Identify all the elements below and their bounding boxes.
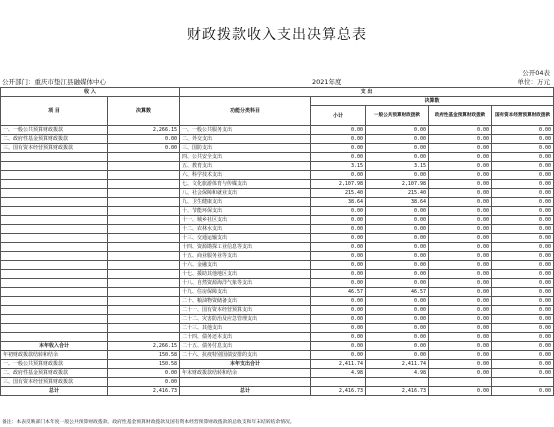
income-item-cell <box>1 243 108 252</box>
income-item-cell <box>1 288 108 297</box>
income-item-cell: 总计 <box>1 387 108 396</box>
subtotal-cell: 0.00 <box>311 153 366 162</box>
expense-item-cell: 总计 <box>180 387 311 396</box>
table-row <box>1 297 554 306</box>
state-capital-cell: 0.00 <box>492 171 554 180</box>
gov-fund-cell: 0.00 <box>429 171 492 180</box>
subtotal-cell: 2,416.73 <box>311 387 366 396</box>
table-row <box>1 180 554 189</box>
table-row <box>1 270 554 279</box>
general-budget-cell: 0.00 <box>366 234 429 243</box>
gov-fund-cell <box>429 378 492 387</box>
table-row <box>1 189 554 198</box>
subtotal-cell: 0.00 <box>311 207 366 216</box>
expense-item-cell: 二十三、其他支出 <box>180 324 311 333</box>
general-budget-cell: 215.40 <box>366 189 429 198</box>
income-amount-cell <box>108 333 180 342</box>
expense-item-cell: 六、科学技术支出 <box>180 171 311 180</box>
table-row <box>1 153 554 162</box>
gov-fund-cell: 0.00 <box>429 387 492 396</box>
general-budget-cell: 0.00 <box>366 126 429 135</box>
income-item-cell <box>1 261 108 270</box>
subtotal-cell: 0.00 <box>311 225 366 234</box>
general-budget-cell: 38.64 <box>366 198 429 207</box>
income-amount-cell <box>108 252 180 261</box>
project-header: 项 目 <box>1 97 108 126</box>
gov-fund-cell: 0.00 <box>429 198 492 207</box>
subtotal-cell: 0.00 <box>311 234 366 243</box>
table-row <box>1 288 554 297</box>
general-budget-cell: 2,416.73 <box>366 387 429 396</box>
table-row <box>1 207 554 216</box>
state-capital-cell: 0.00 <box>492 189 554 198</box>
table-row <box>1 315 554 324</box>
subtotal-cell: 0.00 <box>311 243 366 252</box>
form-number: 公开04表 <box>522 69 550 77</box>
subtotal-cell: 0.00 <box>311 252 366 261</box>
state-capital-cell: 0.00 <box>492 387 554 396</box>
expense-item-cell: 二十五、债务付息支出 <box>180 342 311 351</box>
state-capital-cell: 0.00 <box>492 297 554 306</box>
subtotal-cell: 0.00 <box>311 126 366 135</box>
income-amount-cell <box>108 198 180 207</box>
subtotal-cell: 0.00 <box>311 333 366 342</box>
subtotal-cell: 2,107.98 <box>311 180 366 189</box>
table-row <box>1 252 554 261</box>
gov-fund-cell: 0.00 <box>429 288 492 297</box>
income-amount-cell <box>108 306 180 315</box>
income-amount-cell <box>108 207 180 216</box>
expense-item-cell: 二、外交支出 <box>180 135 311 144</box>
state-capital-cell: 0.00 <box>492 162 554 171</box>
department-label: 公开部门：重庆市垫江县融媒体中心 <box>2 78 106 86</box>
gov-fund-cell: 0.00 <box>429 279 492 288</box>
state-capital-cell: 0.00 <box>492 324 554 333</box>
income-amount-cell: 0.00 <box>108 135 180 144</box>
general-budget-cell: 2,411.74 <box>366 360 429 369</box>
expense-item-cell: 十六、金融支出 <box>180 261 311 270</box>
income-item-cell <box>1 315 108 324</box>
table-row <box>1 351 554 360</box>
gov-fund-cell: 0.00 <box>429 369 492 378</box>
income-item-cell <box>1 297 108 306</box>
income-amount-cell <box>108 243 180 252</box>
general-budget-cell: 0.00 <box>366 297 429 306</box>
state-capital-cell: 0.00 <box>492 315 554 324</box>
state-capital-cell: 0.00 <box>492 270 554 279</box>
gov-fund-cell: 0.00 <box>429 351 492 360</box>
subtotal-cell: 0.00 <box>311 342 366 351</box>
gov-fund-cell: 0.00 <box>429 225 492 234</box>
income-item-cell: 二、政府性基金预算财政拨款 <box>1 369 108 378</box>
state-capital-cell: 0.00 <box>492 333 554 342</box>
general-budget-cell: 0.00 <box>366 333 429 342</box>
table-row <box>1 342 554 351</box>
expense-item-cell <box>180 378 311 387</box>
general-budget-cell: 3.15 <box>366 162 429 171</box>
income-amount-cell <box>108 189 180 198</box>
expense-item-cell: 三、国防支出 <box>180 144 311 153</box>
income-amount-cell <box>108 180 180 189</box>
table-row <box>1 261 554 270</box>
income-item-cell: 三、国有资本经营预算财政拨款 <box>1 144 108 153</box>
unit-label: 单位：万元 <box>517 78 550 86</box>
subtotal-cell: 46.57 <box>311 288 366 297</box>
expense-item-cell: 九、卫生健康支出 <box>180 198 311 207</box>
budget-header: 决算数 <box>108 97 180 126</box>
income-amount-cell <box>108 270 180 279</box>
general-budget-cell: 0.00 <box>366 171 429 180</box>
income-item-cell <box>1 189 108 198</box>
state-capital-cell: 0.00 <box>492 198 554 207</box>
state-capital-cell: 0.00 <box>492 135 554 144</box>
expense-item-cell: 十、节能环保支出 <box>180 207 311 216</box>
income-item-cell <box>1 279 108 288</box>
income-item-cell: 二、政府性基金预算财政拨款 <box>1 135 108 144</box>
table-row <box>1 306 554 315</box>
general-budget-cell: 0.00 <box>366 144 429 153</box>
general-budget-cell: 0.00 <box>366 243 429 252</box>
income-item-cell: 年初财政拨款结转和结余 <box>1 351 108 360</box>
general-budget-cell: 0.00 <box>366 351 429 360</box>
expense-item-cell: 二十、粮油物资储备支出 <box>180 297 311 306</box>
income-amount-cell <box>108 279 180 288</box>
table-row <box>1 198 554 207</box>
gov-fund-cell: 0.00 <box>429 306 492 315</box>
income-amount-cell <box>108 234 180 243</box>
gov-fund-cell: 0.00 <box>429 261 492 270</box>
table-row <box>1 279 554 288</box>
gov-fund-cell: 0.00 <box>429 135 492 144</box>
income-amount-cell: 2,266.15 <box>108 126 180 135</box>
general-budget-cell: 0.00 <box>366 207 429 216</box>
income-item-cell <box>1 324 108 333</box>
gov-fund-cell: 0.00 <box>429 243 492 252</box>
income-item-cell <box>1 180 108 189</box>
income-item-cell: 一、一般公共预算财政拨款 <box>1 126 108 135</box>
income-amount-cell: 2,266.15 <box>108 342 180 351</box>
state-capital-cell: 0.00 <box>492 261 554 270</box>
subtotal-cell: 3.15 <box>311 162 366 171</box>
income-item-cell <box>1 153 108 162</box>
gov-fund-cell: 0.00 <box>429 216 492 225</box>
income-item-cell <box>1 216 108 225</box>
state-capital-cell: 0.00 <box>492 243 554 252</box>
table-row <box>1 387 554 396</box>
subtotal-cell <box>311 378 366 387</box>
subtotal-cell: 0.00 <box>311 144 366 153</box>
report-title: 财政拨款收入支出决算总表 <box>187 27 367 43</box>
expense-item-cell: 十七、援助其他地区支出 <box>180 270 311 279</box>
general-budget-cell: 0.00 <box>366 216 429 225</box>
income-amount-cell: 0.00 <box>108 144 180 153</box>
general-budget-cell: 0.00 <box>366 306 429 315</box>
gov-fund-cell: 0.00 <box>429 207 492 216</box>
income-amount-cell: 0.00 <box>108 378 180 387</box>
table-row <box>1 234 554 243</box>
subtotal-cell: 0.00 <box>311 171 366 180</box>
subtotal-cell: 0.00 <box>311 279 366 288</box>
table-row <box>1 216 554 225</box>
general-budget-cell: 0.00 <box>366 270 429 279</box>
income-amount-cell <box>108 162 180 171</box>
state-capital-cell: 0.00 <box>492 369 554 378</box>
state-capital-cell: 0.00 <box>492 216 554 225</box>
expense-item-cell: 二十四、债务还本支出 <box>180 333 311 342</box>
fiscal-year: 2021年度 <box>312 78 342 86</box>
general-budget-cell: 0.00 <box>366 252 429 261</box>
gov-fund-cell: 0.00 <box>429 270 492 279</box>
income-amount-cell <box>108 288 180 297</box>
table-row <box>1 135 554 144</box>
fiscal-appropriation-table <box>0 87 554 396</box>
state-capital-cell: 0.00 <box>492 225 554 234</box>
subtotal-cell: 0.00 <box>311 261 366 270</box>
table-row <box>1 171 554 180</box>
state-capital-cell: 0.00 <box>492 279 554 288</box>
table-row <box>1 225 554 234</box>
general-budget-cell: 0.00 <box>366 315 429 324</box>
subtotal-cell: 0.00 <box>311 216 366 225</box>
state-capital-cell: 0.00 <box>492 306 554 315</box>
expense-item-cell: 五、教育支出 <box>180 162 311 171</box>
subtotal-cell: 0.00 <box>311 324 366 333</box>
state-capital-cell: 0.00 <box>492 126 554 135</box>
subtotal-cell: 215.40 <box>311 189 366 198</box>
subtotal-cell: 0.00 <box>311 351 366 360</box>
income-amount-cell: 0.00 <box>108 369 180 378</box>
general-budget-cell <box>366 378 429 387</box>
income-amount-cell: 150.58 <box>108 351 180 360</box>
general-budget-cell: 46.57 <box>366 288 429 297</box>
gov-fund-cell: 0.00 <box>429 360 492 369</box>
expense-item-cell: 八、社会保障和就业支出 <box>180 189 311 198</box>
state-capital-cell: 0.00 <box>492 180 554 189</box>
income-item-cell <box>1 234 108 243</box>
income-item-cell: 本年收入合计 <box>1 342 108 351</box>
general-budget-cell: 4.98 <box>366 369 429 378</box>
general-budget-cell: 0.00 <box>366 261 429 270</box>
state-capital-header: 国有资本经营预算财政拨款 <box>492 106 554 126</box>
expense-item-cell: 二十一、国有资本经营预算支出 <box>180 306 311 315</box>
gov-fund-cell: 0.00 <box>429 234 492 243</box>
expense-item-cell: 十一、城乡社区支出 <box>180 216 311 225</box>
gov-fund-cell: 0.00 <box>429 342 492 351</box>
general-budget-cell: 0.00 <box>366 153 429 162</box>
income-amount-cell: 150.58 <box>108 360 180 369</box>
gov-fund-cell: 0.00 <box>429 252 492 261</box>
subtotal-header: 小计 <box>311 106 366 126</box>
state-capital-cell: 0.00 <box>492 342 554 351</box>
gov-fund-cell: 0.00 <box>429 144 492 153</box>
general-budget-cell: 0.00 <box>366 324 429 333</box>
expense-item-cell: 年末财政拨款结转和结余 <box>180 369 311 378</box>
expense-item-cell: 十八、自然资源海洋气象等支出 <box>180 279 311 288</box>
gov-fund-cell: 0.00 <box>429 162 492 171</box>
income-item-cell <box>1 225 108 234</box>
table-row <box>1 369 554 378</box>
income-item-cell <box>1 171 108 180</box>
income-amount-cell <box>108 315 180 324</box>
table-row <box>1 126 554 135</box>
gov-fund-cell: 0.00 <box>429 189 492 198</box>
state-capital-cell: 0.00 <box>492 153 554 162</box>
income-item-cell <box>1 207 108 216</box>
table-row <box>1 378 554 387</box>
income-amount-cell: 2,416.73 <box>108 387 180 396</box>
table-row <box>1 333 554 342</box>
income-amount-cell <box>108 153 180 162</box>
general-budget-cell: 0.00 <box>366 225 429 234</box>
table-row <box>1 360 554 369</box>
general-budget-cell: 0.00 <box>366 279 429 288</box>
income-item-cell <box>1 198 108 207</box>
subtotal-cell: 2,411.74 <box>311 360 366 369</box>
subtotal-cell: 0.00 <box>311 306 366 315</box>
table-row <box>1 144 554 153</box>
income-amount-cell <box>108 171 180 180</box>
subtotal-cell: 0.00 <box>311 315 366 324</box>
gov-fund-cell: 0.00 <box>429 297 492 306</box>
general-budget-cell: 2,107.98 <box>366 180 429 189</box>
income-amount-cell <box>108 216 180 225</box>
general-budget-cell: 0.00 <box>366 135 429 144</box>
table-row <box>1 324 554 333</box>
gov-fund-cell: 0.00 <box>429 153 492 162</box>
gov-fund-cell: 0.00 <box>429 324 492 333</box>
state-capital-cell: 0.00 <box>492 234 554 243</box>
state-capital-cell: 0.00 <box>492 351 554 360</box>
income-amount-cell <box>108 297 180 306</box>
state-capital-cell: 0.00 <box>492 360 554 369</box>
income-item-cell <box>1 270 108 279</box>
subtotal-cell: 0.00 <box>311 297 366 306</box>
gov-fund-cell: 0.00 <box>429 180 492 189</box>
state-capital-cell: 0.00 <box>492 144 554 153</box>
income-item-cell: 三、国有资本经营预算财政拨款 <box>1 378 108 387</box>
expense-item-cell: 十五、商业服务业等支出 <box>180 252 311 261</box>
gov-fund-cell: 0.00 <box>429 333 492 342</box>
subtotal-cell: 4.98 <box>311 369 366 378</box>
expense-item-cell: 二十二、灾害防治及应急管理支出 <box>180 315 311 324</box>
expense-item-cell: 十九、住房保障支出 <box>180 288 311 297</box>
subtotal-cell: 0.00 <box>311 135 366 144</box>
subtotal-cell: 38.64 <box>311 198 366 207</box>
expense-item-cell: 本年支出合计 <box>180 360 311 369</box>
expense-item-cell: 十二、农林水支出 <box>180 225 311 234</box>
income-amount-cell <box>108 261 180 270</box>
general-budget-header: 一般公共预算财政拨款 <box>366 106 429 126</box>
gov-fund-cell: 0.00 <box>429 315 492 324</box>
footnote: 备注：本表反映部门本年度一般公共预算财政拨款、政府性基金预算财政拨款及国有资本经营预算财政拨款的总收支和年末结转结余情况。 <box>2 420 295 425</box>
income-item-cell <box>1 333 108 342</box>
income-amount-cell <box>108 225 180 234</box>
expense-item-cell: 二十六、抗疫特别国债安排的支出 <box>180 351 311 360</box>
table-row <box>1 243 554 252</box>
gov-fund-header: 政府性基金预算财政拨款 <box>429 106 492 126</box>
general-budget-cell: 0.00 <box>366 342 429 351</box>
expense-item-cell: 一、一般公共服务支出 <box>180 126 311 135</box>
function-subject-header: 功能分类科目 <box>180 97 311 126</box>
income-item-cell <box>1 306 108 315</box>
gov-fund-cell: 0.00 <box>429 126 492 135</box>
state-capital-cell: 0.00 <box>492 207 554 216</box>
state-capital-cell: 0.00 <box>492 252 554 261</box>
state-capital-cell <box>492 378 554 387</box>
state-capital-cell: 0.00 <box>492 288 554 297</box>
income-header: 收 入 <box>1 88 180 97</box>
expense-item-cell: 四、公共安全支出 <box>180 153 311 162</box>
expense-header: 支 出 <box>180 88 554 97</box>
subtotal-cell: 0.00 <box>311 270 366 279</box>
income-amount-cell <box>108 324 180 333</box>
income-item-cell <box>1 162 108 171</box>
expense-item-cell: 十三、交通运输支出 <box>180 234 311 243</box>
expense-item-cell: 十四、资源勘探工业信息等支出 <box>180 243 311 252</box>
expense-item-cell: 七、文化旅游体育与传媒支出 <box>180 180 311 189</box>
income-item-cell: 一、一般公共预算财政拨款 <box>1 360 108 369</box>
final-amount-group-header: 决算数 <box>311 97 554 106</box>
income-item-cell <box>1 252 108 261</box>
table-row <box>1 162 554 171</box>
